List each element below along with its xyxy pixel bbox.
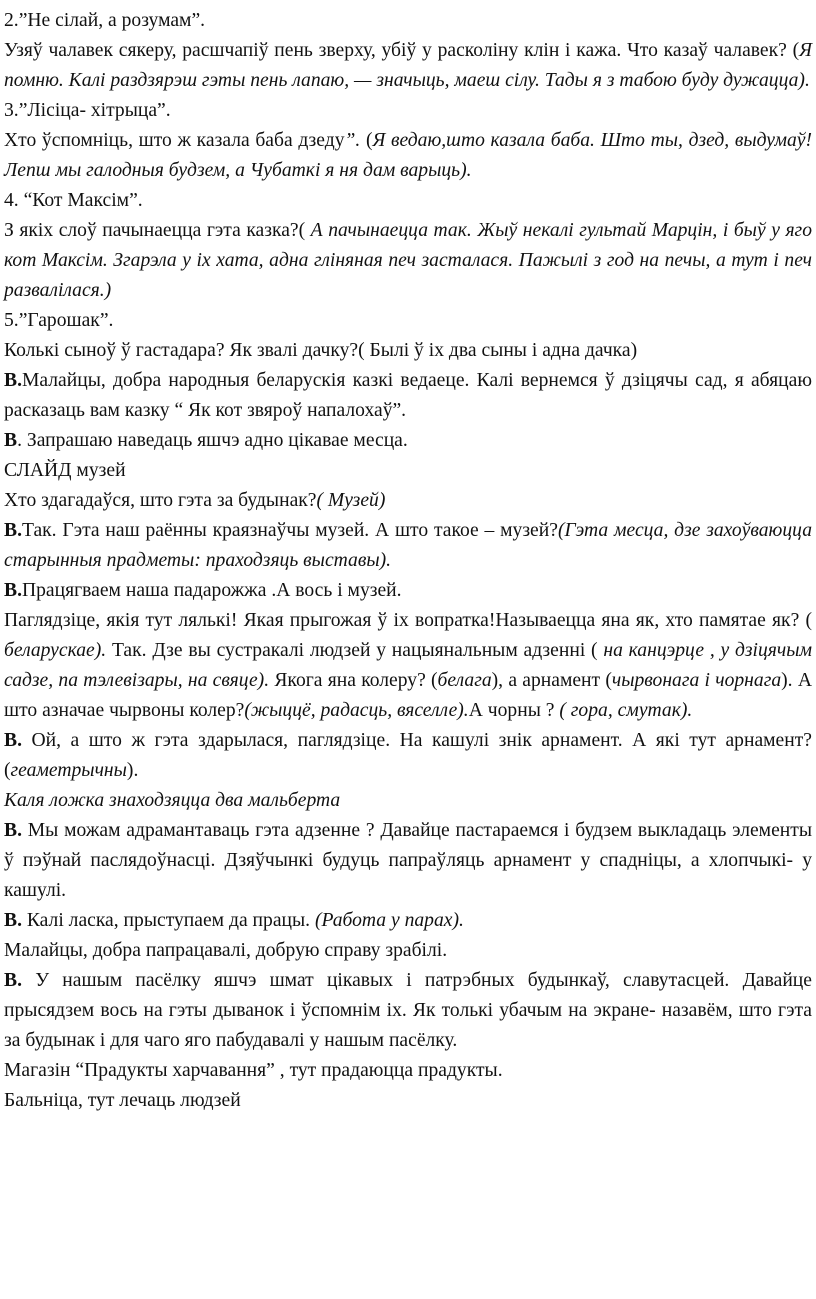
italic-text: ( Музей) xyxy=(316,490,386,511)
text: А чорны ? xyxy=(468,700,560,721)
paragraph-title-2 xyxy=(4,6,812,36)
text: 2.”Не сілай, а розумам”. xyxy=(4,10,206,31)
text: Мы можам адрамантаваць гэта адзенне ? Давайце пастараемся і будзем выкладаць элементы ў пэўнай паслядоўнасці. Дзяўчынкі будуць папраўляць арнамент у спадніцы, а хлопчыкі- у кашулі. xyxy=(4,820,812,901)
text: Працягваем наша падарожжа .А вось і музей. xyxy=(21,580,402,601)
italic-text: (Гэта месца, дзе захоўваюцца старынныя прадметы: праходзяць выставы). xyxy=(4,520,812,571)
paragraph-2 xyxy=(4,126,812,186)
paragraph-13 xyxy=(4,786,812,816)
paragraph-title-4 xyxy=(4,186,812,216)
italic-text: Я ведаю,што казала баба. Што ты, дзед, выдумаў! Лепш мы галодныя будзем, а Чубаткі я ня дам варыць). xyxy=(4,130,812,181)
text: 4. “Кот Максім”. xyxy=(4,190,143,211)
text: . Запрашаю наведаць яшчэ адно цікавае месца. xyxy=(17,430,408,451)
italic-text: чырвонага і чорнага xyxy=(611,670,782,691)
text: ), а арнамент ( xyxy=(491,670,612,691)
italic-text: беларускае). xyxy=(4,640,107,661)
text: ). А што азначае чырвоны колер? xyxy=(4,670,812,721)
text: Хто здагадаўся, што гэта за будынак? xyxy=(4,490,317,511)
paragraph-19 xyxy=(4,1086,812,1116)
text: Так. Гэта наш раённы краязнаўчы музей. А што такое – музей? xyxy=(21,520,558,541)
speaker-label: В xyxy=(4,430,18,451)
text: Колькі сыноў ў гастадара? Як звалі дачку?( Былі ў іх два сыны і адна дачка) xyxy=(4,340,638,361)
paragraph-11 xyxy=(4,606,812,726)
italic-text: А пачынаецца так. Жыў некалі гультай Марцін, і быў у яго кот Максім. Згарэла у іх хата, адна гліняная печ засталася. Пажылі з год на печы, а тут і печ развалілася.) xyxy=(4,220,812,301)
speaker-label: В. xyxy=(4,730,22,751)
paragraph-14 xyxy=(4,816,812,906)
paragraph-5 xyxy=(4,366,812,426)
text: Хто ўспомніць, што ж казала баба дзеду xyxy=(4,130,345,151)
text: Калі ласка, прыступаем да працы. xyxy=(21,910,315,931)
text: Магазін “Прадукты харчавання” , тут прадаюцца прадукты. xyxy=(4,1060,503,1081)
text: СЛАЙД музей xyxy=(4,460,126,481)
italic-text: (Работа у парах). xyxy=(314,910,464,931)
text: Узяў чалавек сякеру, расшчапіў пень зверху, убіў у расколіну клін і кажа. xyxy=(4,40,622,61)
paragraph-3 xyxy=(4,216,812,306)
italic-text: ( гора, смутак). xyxy=(559,700,693,721)
text: 5.”Гарошак”. xyxy=(4,310,114,331)
paragraph-18 xyxy=(4,1056,812,1086)
paragraph-title-3 xyxy=(4,96,812,126)
italic-text: на канцэрце , у дзіцячым садзе, па тэлевізары, на свяце). xyxy=(4,640,812,691)
paragraph-9 xyxy=(4,516,812,576)
text: ). xyxy=(126,760,139,781)
text: Малайцы, добра народныя беларускія казкі ведаеце. Калі вернемся ў дзіцячы сад, я абяцаю расказаць вам казку “ Як кот звяроў напалохаў”. xyxy=(4,370,812,421)
speaker-label: В. xyxy=(4,520,22,541)
italic-text: ”. xyxy=(344,130,361,151)
paragraph-17 xyxy=(4,966,812,1056)
text: З якіх слоў пачынаецца гэта казка?( xyxy=(4,220,306,241)
italic-text: Каля ложка знаходзяцца два мальберта xyxy=(4,790,341,811)
speaker-label: В. xyxy=(4,820,22,841)
paragraph-7 xyxy=(4,456,812,486)
speaker-label: В. xyxy=(4,970,22,991)
text: Ой, а што ж гэта здарылася, паглядзіце. На кашулі знік арнамент. А які тут арнамент? ( xyxy=(4,730,812,781)
text: ( xyxy=(360,130,373,151)
text: Якога яна колеру? ( xyxy=(269,670,438,691)
text: 3.”Лісіца- хітрыца”. xyxy=(4,100,171,121)
italic-text: белага xyxy=(437,670,492,691)
paragraph-12 xyxy=(4,726,812,786)
paragraph-15 xyxy=(4,906,812,936)
text: У нашым пасёлку яшчэ шмат цікавых і патрэбных будынкаў, славутасцей. Давайце прысядзем вось на гэты дыванок і ўспомнім іх. Як толькі убачым на экране- назавём, што гэта за будынак і для чаго яго пабудавалі у нашым пасёлку. xyxy=(4,970,812,1051)
paragraph-4 xyxy=(4,336,812,366)
text: Малайцы, добра папрацавалі, добрую справу зрабілі. xyxy=(4,940,448,961)
speaker-label: В. xyxy=(4,910,22,931)
text: Так. Дзе вы сустракалі людзей у нацыянальным адзенні ( xyxy=(106,640,604,661)
paragraph-10 xyxy=(4,576,812,606)
paragraph-title-5 xyxy=(4,306,812,336)
paragraph-8 xyxy=(4,486,812,516)
paragraph-1 xyxy=(4,36,812,96)
italic-text: Я помню. Калі раздзярэш гэты пень лапаю, — значыць, маеш сілу. Тады я з табою буду дужацца). xyxy=(4,40,813,91)
speaker-label: В. xyxy=(4,580,22,601)
speaker-label: В. xyxy=(4,370,22,391)
paragraph-6 xyxy=(4,426,812,456)
text: Паглядзіце, якія тут лялькі! Якая прыгожая ў іх вопратка!Называецца яна як, хто памятае як? ( xyxy=(4,610,812,631)
italic-text: (жыццё, радасць, вяселле). xyxy=(244,700,469,721)
paragraph-16 xyxy=(4,936,812,966)
italic-text: геаметрычны xyxy=(10,760,127,781)
text: Что казаў чалавек? xyxy=(627,40,787,61)
text: ( xyxy=(792,40,800,61)
text: Бальніца, тут лечаць людзей xyxy=(4,1090,241,1111)
